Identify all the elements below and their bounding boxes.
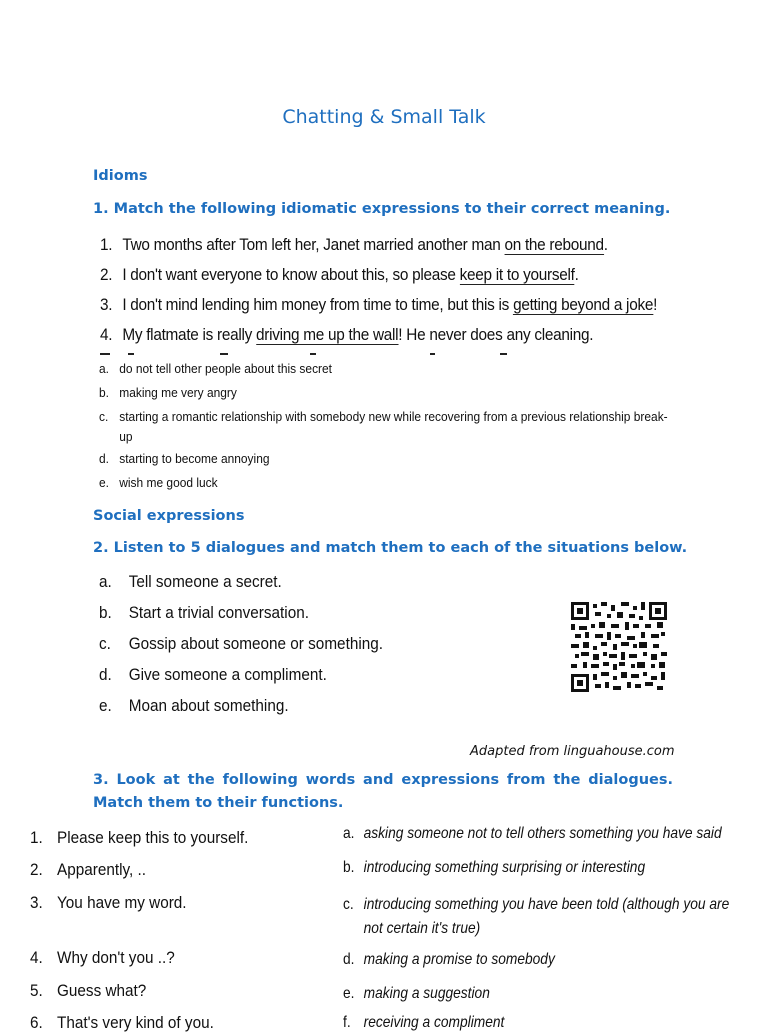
sentence-text: . (574, 266, 579, 284)
expression-item (30, 828, 248, 848)
expression-text: Apparently, .. (57, 860, 147, 879)
situation-text: Moan about something. (128, 696, 289, 715)
function-text: making a suggestion (363, 985, 490, 1002)
idiom-sentence (100, 296, 657, 315)
meaning-item (99, 451, 270, 466)
function-item (343, 859, 645, 877)
meaning-letter: e. (99, 475, 109, 490)
expression-number: 2. (30, 860, 43, 879)
expression-number: 5. (30, 981, 43, 1000)
function-text: introducing something you have been told (although you are not certain it's true) (363, 896, 730, 937)
meaning-item (99, 361, 332, 376)
meaning-letter: d. (99, 451, 109, 466)
situation-letter: c. (99, 634, 111, 653)
idiom-underlined: getting beyond a joke (513, 296, 654, 314)
sentence-text: Two months after Tom left her, Janet married another man (122, 236, 505, 254)
meaning-text: starting a romantic relationship with somebody new while recovering from a previous relationship break-up (119, 409, 668, 444)
meaning-text: do not tell other people about this secret (119, 361, 333, 376)
function-letter: a. (343, 825, 355, 842)
function-letter: b. (343, 859, 355, 876)
expression-text: Please keep this to yourself. (57, 828, 249, 847)
expression-text: Guess what? (57, 981, 147, 1000)
qr-code-icon[interactable] (571, 602, 667, 692)
function-letter: d. (343, 951, 355, 968)
expression-number: 3. (30, 893, 43, 912)
function-letter: f. (343, 1014, 351, 1031)
exercise-3-instruction: 3. Look at the following words and expressions from the dialogues. Match them to their functions. (93, 772, 673, 811)
cropped-line-fragment (100, 353, 550, 359)
expression-item (30, 948, 175, 968)
meaning-item (99, 385, 237, 400)
idiom-underlined: driving me up the wall (256, 326, 399, 344)
situation-text: Tell someone a secret. (128, 572, 282, 591)
page-title: Chatting & Small Talk (282, 106, 486, 128)
function-letter: c. (343, 896, 354, 913)
idiom-sentence (100, 326, 593, 345)
sentence-number: 1. (100, 236, 113, 254)
expression-text: That's very kind of you. (57, 1013, 214, 1032)
situation-letter: a. (99, 572, 112, 591)
function-item (343, 893, 742, 941)
expression-number: 1. (30, 828, 43, 847)
sentence-text: My flatmate is really (122, 326, 257, 344)
situation-item (99, 572, 282, 592)
idiom-underlined: keep it to yourself (459, 266, 575, 284)
source-credit: Adapted from linguahouse.com (470, 744, 675, 759)
function-item (343, 985, 490, 1003)
expression-item (30, 1013, 214, 1033)
exercise-2-instruction: 2. Listen to 5 dialogues and match them to each of the situations below. (93, 540, 688, 556)
sentence-text: I don't want everyone to know about this, so please (122, 266, 460, 284)
situation-item (99, 696, 289, 716)
function-item (343, 825, 722, 843)
meaning-text: making me very angry (119, 385, 237, 400)
meaning-letter: b. (99, 385, 109, 400)
sentence-text: I don't mind lending him money from time to time, but this is (122, 296, 514, 314)
sentence-number: 4. (100, 326, 113, 344)
sentence-number: 2. (100, 266, 113, 284)
meaning-letter: a. (99, 361, 109, 376)
expression-item (30, 981, 146, 1001)
idiom-sentence (100, 236, 608, 255)
social-expressions-heading: Social expressions (93, 508, 245, 524)
meaning-text: starting to become annoying (119, 451, 270, 466)
meaning-letter: c. (99, 409, 109, 424)
function-text: making a promise to somebody (363, 951, 555, 968)
situation-item (99, 634, 383, 654)
expression-number: 6. (30, 1013, 43, 1032)
situation-letter: d. (99, 665, 112, 684)
situation-text: Give someone a compliment. (128, 665, 327, 684)
exercise-1-instruction: 1. Match the following idiomatic expressions to their correct meaning. (93, 201, 671, 217)
idiom-underlined: on the rebound (504, 236, 604, 254)
situation-item (99, 603, 309, 623)
situation-item (99, 665, 327, 685)
function-text: receiving a compliment (363, 1014, 505, 1031)
expression-item (30, 860, 146, 880)
sentence-text: . (603, 236, 608, 254)
expression-text: You have my word. (57, 893, 187, 912)
function-item (343, 951, 555, 969)
function-letter: e. (343, 985, 355, 1002)
expression-item (30, 893, 187, 913)
situation-text: Start a trivial conversation. (128, 603, 309, 622)
sentence-number: 3. (100, 296, 113, 314)
idiom-sentence (100, 266, 579, 285)
expression-text: Why don't you ..? (57, 948, 175, 967)
sentence-text: ! He never does any cleaning. (398, 326, 594, 344)
function-item (343, 1014, 504, 1032)
situation-letter: e. (99, 696, 112, 715)
idioms-heading: Idioms (93, 168, 148, 184)
meaning-text: wish me good luck (119, 475, 218, 490)
situation-letter: b. (99, 603, 112, 622)
situation-text: Gossip about someone or something. (128, 634, 384, 653)
function-text: introducing something surprising or interesting (363, 859, 646, 876)
function-text: asking someone not to tell others something you have said (363, 825, 722, 842)
meaning-item (99, 475, 218, 490)
expression-number: 4. (30, 948, 43, 967)
sentence-text: ! (653, 296, 658, 314)
meaning-item (99, 407, 680, 447)
